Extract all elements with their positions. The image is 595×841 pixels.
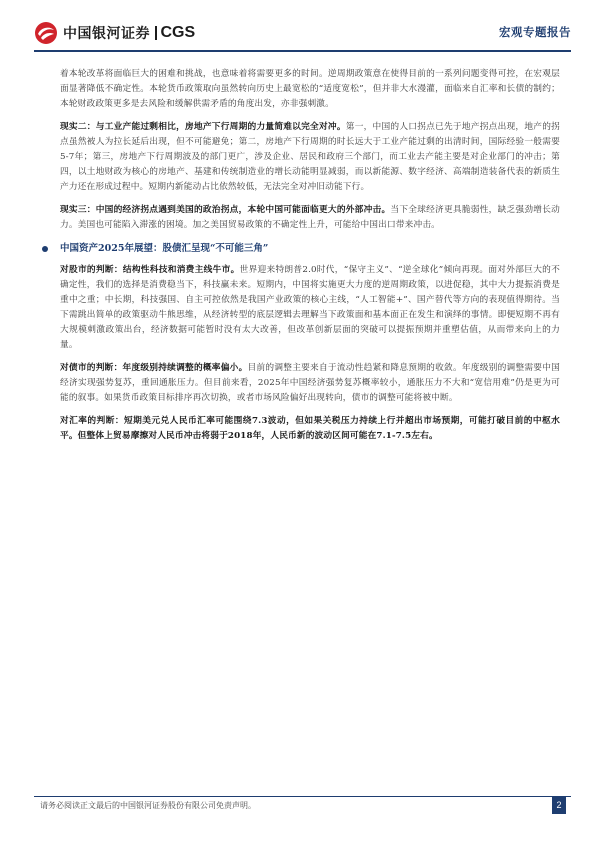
paragraph-policy: 着本轮改革将面临巨大的困难和挑战，也意味着将需要更多的时间。逆周期政策意在使得目前的一系列问题变得可控，在宏观层面显著降低不确定性。本轮货币政策取向虽然转向历史上最宽松的“适度宽松”，但并非大水漫灌，面临来自汇率和长债的制约；本轮财政政策更多是去风险和缓解供需矛盾的角度出发，亦非强刺激。 <box>60 69 560 109</box>
footer-divider <box>34 796 571 797</box>
logo-text-en: CGS <box>160 24 196 41</box>
logo-text-cn: 中国银河证券 <box>63 26 150 42</box>
bullet-icon <box>42 246 48 252</box>
cgs-logo-icon <box>34 21 58 45</box>
report-type-label: 宏观专题报告 <box>499 25 571 39</box>
header-divider <box>34 50 571 52</box>
page-number: 2 <box>552 796 566 814</box>
reality-three-heading: 现实三：中国的经济拐点遇到美国的政治拐点，本轮中国可能面临更大的外部冲击。 <box>60 205 391 215</box>
reality-two-text: 第一，中国的人口拐点已先于地产拐点出现，地产的拐点虽然被人为拉长延后出现，但不可能避免；第二，房地产下行周期的时长远大于工业产能过剩的出清时间，国际经验一般需要5-7年；第三，房地产下行周期波及的部门更广，涉及企业、居民和政府三个部门，而工业去产能主要是对企业部门的冲击；第四，以土地财政为核心的房地产、基建和传统制造业的增长动能明显减弱，而以新能源、数字经济、高端制造装备代表的新质生产力还在形成过程中。短期内新能动占比依然较低，无法完全对冲旧动能下行。 <box>60 122 560 192</box>
section-title <box>40 241 560 257</box>
paragraph-bond-market <box>60 361 560 406</box>
paragraph-exchange-rate: 对汇率的判断：短期美元兑人民币汇率可能围绕7.3波动，但如果关税压力持续上行并超出市场预期，可能打破目前的中枢水平。但整体上贸易摩擦对人民币冲击将弱于2018年，人民币新的波动区间可能在7.1-7.5左右。 <box>60 416 560 441</box>
bond-market-text: 目前的调整主要来自于流动性趋紧和降息预期的收敛。年度级别的调整需要中国经济实现强势复苏，重回通胀压力。但目前来看，2025年中国经济强势复苏概率较小，通胀压力不大和“宽信用难”仍是更为可能的叙事。如果货币政策目标排序再次切换，或者市场风险偏好出现转向，债市的调整可能将被中断。 <box>60 363 561 403</box>
page-header <box>0 0 595 60</box>
paragraph-stock-market <box>60 263 560 353</box>
logo-divider <box>155 26 157 40</box>
reality-two-heading: 现实二：与工业产能过剩相比，房地产下行周期的力量简难以完全对冲。 <box>60 122 346 132</box>
bond-market-heading: 对债市的判断：年度级别持续调整的概率偏小。 <box>60 363 248 373</box>
stock-market-heading: 对股市的判断：结构性科技和消费主线牛市。 <box>60 265 240 275</box>
reality-three-text: 当下全球经济更具脆弱性，缺乏强劲增长动力。美国也可能陷入滞涨的困境。加之美国贸易政策的不确定性上升，可能给中国出口带来冲击。 <box>60 205 560 230</box>
section-title-text: 中国资产2025年展望：股债汇呈现“不可能三角” <box>60 243 269 254</box>
stock-market-text: 世界迎来特朗普2.0时代，“保守主义”、“逆全球化”倾向再现。面对外部巨大的不确定性，我们的选择是消费稳当下，科技赢未来。短期内，中国将实施更大力度的逆周期政策，以进促稳，其中大力提振消费是重中之重；中长期，科技强国、自主可控依然是我国产业政策的核心主线，“人工智能+”、国产替代等方向的表现值得期待。当下需跳出简单的政策驱动牛熊思维，从经济转型的底层逻辑去理解当下政策面和基本面正在发生和演绎的事情。即便短期不再有大规模刺激政策出台，经济数据可能暂时没有太大改善，但改革创新层面的突破可以提振预期并重塑估值，从而带来向上的力量。 <box>60 265 561 350</box>
disclaimer-text: 请务必阅读正文最后的中国银河证券股份有限公司免责声明。 <box>40 801 256 810</box>
paragraph-reality-two <box>60 120 560 195</box>
main-content <box>60 67 560 452</box>
paragraph-reality-three <box>60 203 560 233</box>
company-logo <box>34 20 195 46</box>
